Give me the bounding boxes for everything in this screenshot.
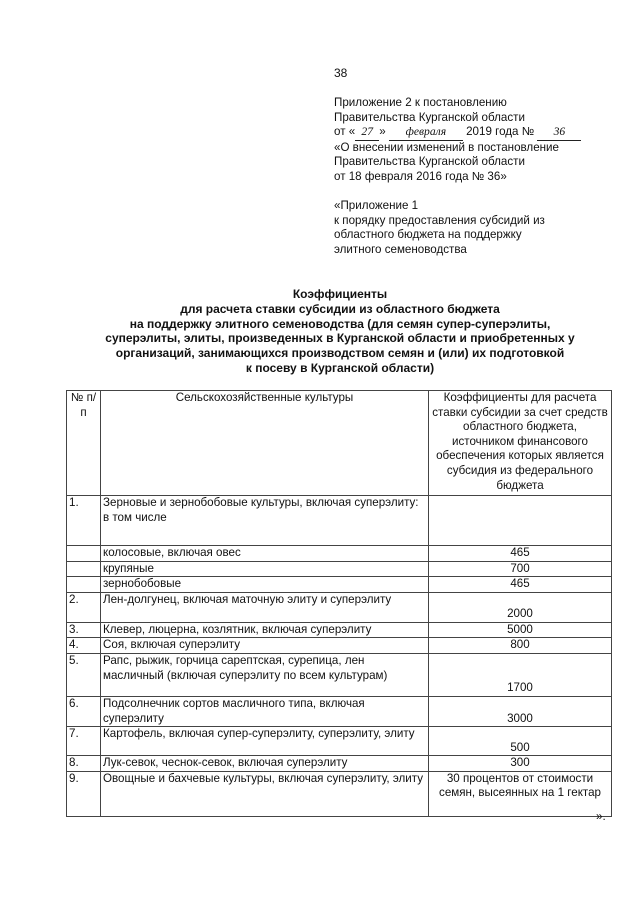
annex-line: «О внесении изменений в постановление xyxy=(334,140,559,154)
crop-name: колосовые, включая овес xyxy=(101,546,429,562)
row-number: 8. xyxy=(67,756,101,772)
header-coef: Коэффициенты для расчета ставки субсидии за счет средств областного бюджета, источником финансового обеспечения которых является субсидия из федерального бюджета xyxy=(429,391,612,496)
table-row xyxy=(67,696,612,726)
handwritten-day: 27 xyxy=(355,125,379,141)
handwritten-number: 36 xyxy=(537,125,581,141)
row-number: 7. xyxy=(67,727,101,756)
coefficient-value: 500 xyxy=(429,727,612,756)
table-row xyxy=(67,727,612,756)
annex-line: к порядку предоставления субсидий из xyxy=(334,213,545,227)
row-number: 5. xyxy=(67,653,101,696)
crop-name: зернобобовые xyxy=(101,577,429,593)
annex-line: Приложение 2 к постановлению xyxy=(334,96,507,109)
coefficient-value xyxy=(429,496,612,546)
annex-line: областного бюджета на поддержку xyxy=(334,228,522,242)
table-row xyxy=(67,496,612,546)
title-line: на поддержку элитного семеноводства (для семян супер-суперэлиты, xyxy=(129,316,551,331)
page-number: 38 xyxy=(334,66,348,80)
date-prefix: от « xyxy=(334,125,356,139)
row-number: 1. xyxy=(67,496,101,546)
table-row xyxy=(67,561,612,577)
annex-line: «Приложение 1 xyxy=(334,199,419,212)
year-text: 2019 года № xyxy=(466,125,535,139)
title-line: для расчета ставки субсидии из областного бюджета xyxy=(180,301,500,316)
date-mid: » xyxy=(379,125,386,139)
annex-line: Правительства Курганской области xyxy=(334,155,525,169)
crop-name: Рапс, рыжик, горчица сарептская, сурепица, лен масличный (включая суперэлиту по всем культурам) xyxy=(101,653,429,696)
coefficient-value: 800 xyxy=(429,638,612,654)
table-row xyxy=(67,592,612,622)
coefficients-table xyxy=(66,390,612,817)
row-number: 2. xyxy=(67,592,101,622)
coefficient-value: 700 xyxy=(429,561,612,577)
row-number xyxy=(67,577,101,593)
crop-name: Соя, включая суперэлиту xyxy=(101,638,429,654)
title-line: Коэффициенты xyxy=(292,287,388,301)
crop-name: Картофель, включая супер-суперэлиту, суперэлиту, элиту xyxy=(101,727,429,756)
annex-line: Правительства Курганской области xyxy=(334,110,525,124)
crop-name: Овощные и бахчевые культуры, включая суперэлиту, элиту xyxy=(101,771,429,816)
row-number: 6. xyxy=(67,696,101,726)
header-num: № п/п xyxy=(67,391,101,496)
crop-name: Клевер, люцерна, козлятник, включая суперэлиту xyxy=(101,622,429,638)
document-title xyxy=(70,287,610,376)
title-line: суперэлиты, элиты, произведенных в Курганской области и приобретенных у xyxy=(105,331,575,346)
crop-name: крупяные xyxy=(101,561,429,577)
title-line: организаций, занимающихся производством семян и (или) их подготовкой xyxy=(115,346,565,361)
original-annex-header xyxy=(334,199,624,257)
table-row xyxy=(67,638,612,654)
table-header-row xyxy=(67,391,612,496)
crop-name: Подсолнечник сортов масличного типа, включая суперэлиту xyxy=(101,696,429,726)
table-row xyxy=(67,622,612,638)
row-number: 9. xyxy=(67,771,101,816)
table-row xyxy=(67,546,612,562)
title-line: к посеву в Курганской области) xyxy=(245,360,435,375)
row-number xyxy=(67,561,101,577)
closing-quote: ». xyxy=(596,810,606,823)
table-row xyxy=(67,653,612,696)
annex-line: от 18 февраля 2016 года № 36» xyxy=(334,169,507,183)
annex-date-line xyxy=(334,125,624,141)
row-number xyxy=(67,546,101,562)
row-number: 4. xyxy=(67,638,101,654)
coefficient-value: 3000 xyxy=(429,696,612,726)
table-row xyxy=(67,771,612,816)
handwritten-month: февраля xyxy=(389,125,463,141)
coefficient-value: 465 xyxy=(429,577,612,593)
coefficient-value: 300 xyxy=(429,756,612,772)
coefficient-value: 2000 xyxy=(429,592,612,622)
table-row xyxy=(67,577,612,593)
coefficient-value: 30 процентов от стоимости семян, высеянных на 1 гектар xyxy=(429,771,612,816)
annex-header xyxy=(334,96,624,185)
crop-name: Лук-севок, чеснок-севок, включая суперэлиту xyxy=(101,756,429,772)
coefficient-value: 465 xyxy=(429,546,612,562)
header-crop: Сельскохозяйственные культуры xyxy=(101,391,429,496)
coefficient-value: 1700 xyxy=(429,653,612,696)
coefficient-value: 5000 xyxy=(429,622,612,638)
crop-name: Зерновые и зернобобовые культуры, включая суперэлиту: в том числе xyxy=(101,496,429,546)
row-number: 3. xyxy=(67,622,101,638)
table-row xyxy=(67,756,612,772)
annex-line: элитного семеноводства xyxy=(334,242,467,256)
crop-name: Лен-долгунец, включая маточную элиту и суперэлиту xyxy=(101,592,429,622)
